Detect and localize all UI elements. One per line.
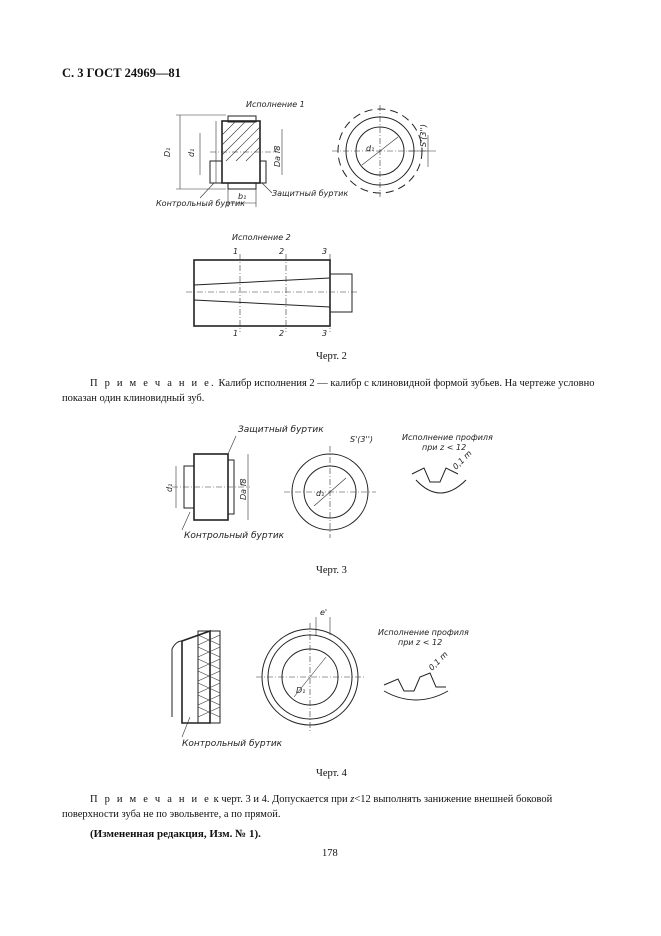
fig4-01m-label: 0,1 m bbox=[427, 649, 450, 673]
note-2-text-b: <12 выполнять занижение внешней боковой поверхности зуба не по эвольвенте, а по прямой. bbox=[62, 794, 553, 820]
fig3-tooth-profile bbox=[412, 468, 458, 482]
dim-D1-label: D₁ bbox=[163, 147, 172, 157]
dim-b1-label: b₁ bbox=[238, 192, 247, 201]
gear-front-view bbox=[332, 105, 436, 197]
fig4-tooth-profile bbox=[384, 673, 446, 691]
section-1-bottom: 1 bbox=[233, 329, 239, 338]
protective-collar-label: Защитный буртик bbox=[272, 189, 349, 198]
figure3-drawing bbox=[0, 420, 661, 570]
dim-Da-label: Da f8 bbox=[273, 145, 282, 167]
fig4-knurled-collar bbox=[198, 631, 220, 723]
dim-d1-label: d₁ bbox=[187, 148, 196, 157]
fig4-profile-label-1: Исполнение профиля bbox=[378, 628, 469, 637]
fig4-D1-label: D₁ bbox=[296, 686, 306, 695]
fig4-control-collar: Контрольный буртик bbox=[182, 739, 283, 749]
note-2-var-z: z bbox=[350, 794, 355, 805]
note-1-prefix: П р и м е ч а н и е. bbox=[90, 378, 216, 389]
note-2 bbox=[62, 792, 602, 822]
gear-d1-label: d₁ bbox=[366, 144, 375, 153]
figure3-caption: Черт. 3 bbox=[316, 565, 347, 576]
note-1-text: Калибр исполнения 2 — калибр с клиновидной формой зубьев. На чертеже условно показан один клиновидный зуб. bbox=[62, 378, 595, 404]
fig3-gear-d1: d₁ bbox=[316, 489, 325, 498]
figure4-drawing bbox=[0, 605, 661, 755]
fig3-profile-label-1: Исполнение профиля bbox=[402, 433, 493, 442]
figure4-caption: Черт. 4 bbox=[316, 768, 347, 779]
variant2-label: Исполнение 2 bbox=[232, 233, 291, 242]
note-1 bbox=[62, 376, 602, 406]
fig3-01m-label: 0,1 m bbox=[451, 448, 474, 472]
control-collar-label: Контрольный буртик bbox=[156, 199, 245, 208]
section-2-top: 2 bbox=[279, 247, 285, 256]
fig3-control-collar: Контрольный буртик bbox=[184, 531, 285, 541]
fig3-protective-collar: Защитный буртик bbox=[238, 425, 324, 435]
fig4-profile-label-2: при z < 12 bbox=[398, 638, 443, 647]
note-2-text-a: к черт. 3 и 4. Допускается при bbox=[211, 794, 351, 805]
figure2-variant2-drawing bbox=[0, 230, 661, 340]
page-header: С. 3 ГОСТ 24969—81 bbox=[62, 66, 181, 80]
section-3-bottom: 3 bbox=[322, 329, 328, 338]
section-3-top: 3 bbox=[322, 247, 328, 256]
revision-note: (Измененная редакция, Изм. № 1). bbox=[90, 828, 261, 840]
fig4-e-label: e' bbox=[320, 608, 328, 617]
section-2-bottom: 2 bbox=[279, 329, 285, 338]
fig3-profile-label-2: при z < 12 bbox=[422, 443, 467, 452]
wedge-gauge-body bbox=[194, 260, 330, 326]
page-number: 178 bbox=[322, 848, 338, 859]
fig3-S-label: S'(3'') bbox=[350, 435, 374, 444]
note-2-prefix: П р и м е ч а н и е bbox=[90, 794, 212, 805]
variant1-label: Исполнение 1 bbox=[246, 100, 305, 109]
gear-S-label: S'(3'') bbox=[419, 123, 428, 147]
section-1-top: 1 bbox=[233, 247, 239, 256]
fig3-Da-label: Da f8 bbox=[239, 478, 248, 500]
fig3-d1-label: d₁ bbox=[165, 483, 174, 492]
section-hatching bbox=[222, 121, 260, 161]
figure2-caption: Черт. 2 bbox=[316, 351, 347, 362]
fig4-gauge-body bbox=[182, 631, 210, 723]
